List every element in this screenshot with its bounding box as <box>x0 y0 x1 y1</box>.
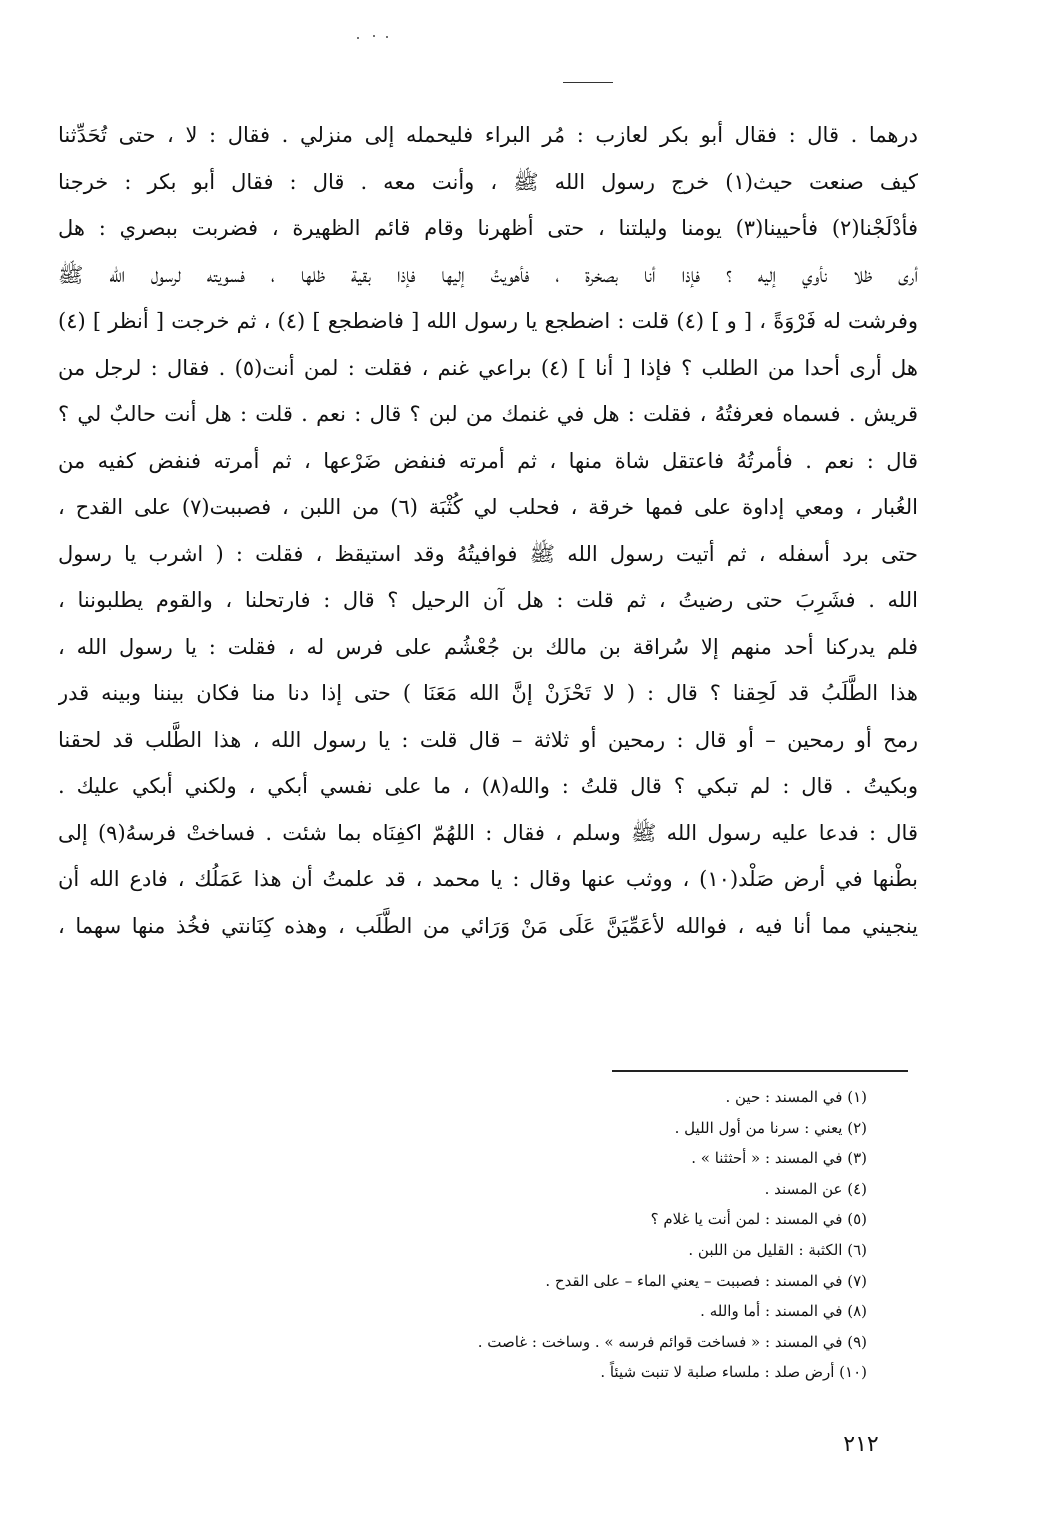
header-divider <box>563 82 613 83</box>
text-line: الغُبار ، ومعي إداوة على فمها خرقة ، فحلب لي كُثْبَة (٦) من اللبن ، فصببت(٧) على القدح ، <box>58 495 918 519</box>
text-line: وبكيتُ . قال : لم تبكي ؟ قال قلتُ : والله(٨) ، ما على نفسي أبكي ، ولكني أبكي عليك . <box>58 774 918 798</box>
footnote: (٤) عن المسند . <box>764 1179 867 1198</box>
text-line: فأدْلَجْنا(٢) فأحيينا(٣) يومنا وليلتنا ، حتى أظهرنا وقام قائم الظهيرة ، فضربت ببصري : هل <box>58 216 918 240</box>
text-line: هل أرى أحدا من الطلب ؟ فإذا [ أنا ] (٤) براعي غنم ، فقلت : لمن أنت(٥) . فقال : لرجل من <box>58 355 918 380</box>
page-number: ٢١٢ <box>843 1432 879 1457</box>
footnotes <box>247 1082 867 1388</box>
footnote: (٨) في المسند : أما والله . <box>700 1302 867 1321</box>
text-line: ينجيني مما أنا فيه ، فوالله لأعَمِّيَنَّ عَلَى مَنْ وَرَائي من الطَّلَب ، وهذه كِنَانتي فخُذ منها سهما ، <box>58 913 918 938</box>
main-text <box>58 112 918 949</box>
text-line: درهما . قال : فقال أبو بكر لعازب : مُر البراء فليحمله إلى منزلي . فقال : لا ، حتى تُحَدِّثنا <box>58 123 918 147</box>
text-line: فلم يدركنا أحد منهم إلا سُراقة بن مالك بن جُعْشُم على فرس له ، فقلت : يا رسول الله ، <box>58 634 918 659</box>
footnote: (٢) يعني : سرنا من أول الليل . <box>674 1118 867 1137</box>
footnote: (٣) في المسند : « أحثثنا » . <box>691 1149 867 1168</box>
footnote: (٥) في المسند : لمن أنت يا غلام ؟ <box>650 1210 867 1229</box>
scan-speck <box>357 37 359 39</box>
text-line: رمح أو رمحين – أو قال : رمحين أو ثلاثة – قال قلت : يا رسول الله ، هذا الطَّلب قد لحقنا <box>58 727 918 752</box>
scan-speck <box>386 36 388 38</box>
text-line: قريش . فسماه فعرفتُهُ ، فقلت : هل في غنمك من لبن ؟ قال : نعم . قلت : هل أنت حالبٌ لي ؟ <box>58 402 918 426</box>
footnote: (٧) في المسند : فصببت – يعني الماء – على القدح . <box>545 1271 867 1290</box>
footnote: (٩) في المسند : « فساخت قوائم فرسه » . وساخت : غاصت . <box>477 1332 867 1351</box>
footnote: (١) في المسند : حين . <box>725 1088 867 1106</box>
text-line: أرى ظلا نأوي إليه ؟ فإذا أنا بصخرة ، فأهويتُ إليها فإذا بقية ظلها ، فسويته لرسول الله ﷺ <box>58 262 918 287</box>
text-line: هذا الطَّلَبُ قد لَحِقنا ؟ قال : ( لا تَحْزَنْ إنَّ الله مَعَنَا ) حتى إذا دنا منا فكان بيننا وبينه قدر <box>58 681 918 705</box>
scan-speck <box>373 35 375 37</box>
footnote: (١٠) أرض صلد : ملساء صلبة لا تنبت شيئاً . <box>600 1363 867 1382</box>
footnote: (٦) الكثبة : القليل من اللبن . <box>688 1240 867 1259</box>
text-line: حتى برد أسفله ، ثم أتيت رسول الله ﷺ فوافيتُهُ وقد استيقظ ، فقلت : ( اشرب يا رسول <box>58 541 918 566</box>
text-line: كيف صنعت حيث(١) خرج رسول الله ﷺ ، وأنت معه . قال : فقال أبو بكر : خرجنا <box>58 169 918 194</box>
text-line: وفرشت له فَرْوَةً ، [ و ] (٤) قلت : اضطجع يا رسول الله [ فاضطجع ] (٤) ، ثم خرجت [ أنظر ] (٤) <box>58 309 918 333</box>
text-line: بطْنها في أرض صَلْد(١٠) ، ووثب عنها وقال : يا محمد ، قد علمتُ أن هذا عَمَلُك ، فادع الله أن <box>58 867 918 891</box>
footnote-divider <box>612 1070 908 1072</box>
text-line: قال : فدعا عليه رسول الله ﷺ وسلم ، فقال : اللهُمّ اكفِنَاه بما شئت . فساختْ فرسهُ(٩) إلى <box>58 820 918 845</box>
text-line: الله . فشَرِبَ حتى رضيتُ ، ثم قلت : هل آن الرحيل ؟ قال : فارتحلنا ، والقوم يطلبوننا ، <box>58 588 918 612</box>
text-line: قال : نعم . فأمرتُهُ فاعتقل شاة منها ، ثم أمرته فنفض ضَرْعها ، ثم أمرته فنفض كفيه من <box>58 448 918 473</box>
